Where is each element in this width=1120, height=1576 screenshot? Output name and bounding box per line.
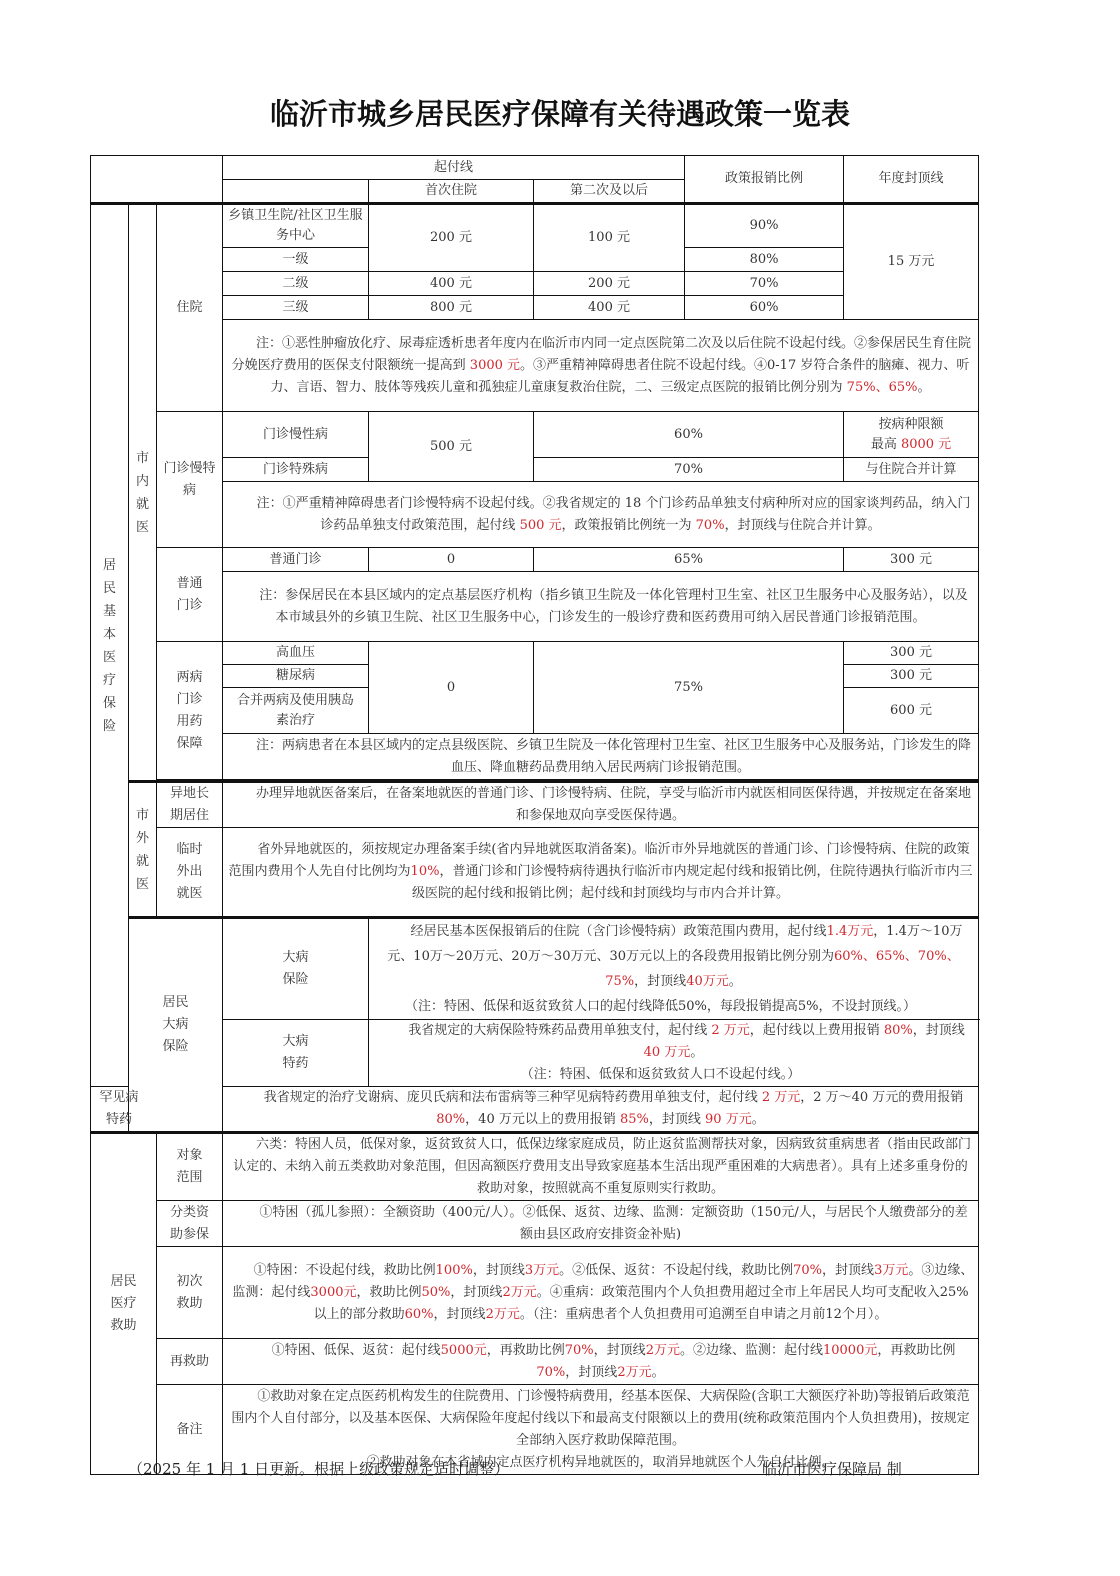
critical-ins-label: 大病保险	[223, 918, 369, 1020]
level-3: 三级	[223, 296, 369, 320]
level-2: 二级	[223, 272, 369, 296]
general-label: 普通门诊	[157, 548, 223, 642]
remarks-label: 备注	[157, 1385, 223, 1475]
header-deductible: 起付线	[223, 156, 685, 180]
chronic-deductible: 500 元	[369, 412, 534, 482]
general-deductible: 0	[369, 548, 534, 572]
two-diseases-note: 注：两病患者在本县区域内的定点县级医院、乡镇卫生院及一体化管理村卫生室、社区卫生服务中心及服务站，门诊发生的降血压、降血糖药品费用纳入居民两病门诊报销范围。	[223, 734, 979, 780]
remote-temp-label: 临时外出就医	[157, 828, 223, 918]
general-cap: 300 元	[844, 548, 979, 572]
chronic-note: 注：①严重精神障碍患者门诊慢特病不设起付线。②我省规定的 18 个门诊药品单独支付病种所对应的国家谈判药品，纳入门诊药品单独支付政策范围，起付线 500 元，政策报销比例统一为 70%，封顶线与住院合并计算。	[223, 482, 979, 548]
remote-temp-text: 省外异地就医的，须按规定办理备案手续(省内异地就医取消备案)。临沂市外异地就医的普通门诊、门诊慢特病、住院的政策范围内费用个人先自付比例均为10%，普通门诊和门诊慢特病待遇执行临沂市内规定起付线和报销比例，住院待遇执行临沂市内三级医院的起付线和报销比例；起付线和封顶线均与市内合并计算。	[223, 828, 979, 918]
scope-text: 六类：特困人员，低保对象，返贫致贫人口，低保边缘家庭成员，防止返贫监测帮扶对象，因病致贫重病患者（指由民政部门认定的、未纳入前五类救助对象范围，但因高额医疗费用支出导致家庭基本生活出现严重困难的大病患者）。具有上述多重身份的救助对象，按照就高不重复原则实行救助。	[223, 1133, 979, 1201]
chronic-row1-cap: 按病种限额 最高 8000 元	[844, 412, 979, 458]
footer-issuer: 临沂市医疗保障局 制	[762, 1460, 902, 1478]
header-first-stay: 首次住院	[369, 180, 534, 204]
ratio-township: 90%	[685, 204, 844, 248]
general-ratio: 65%	[534, 548, 844, 572]
re-aid-text: ①特困、低保、返贫：起付线5000元，再救助比例70%，封顶线2万元。②边缘、监测：起付线10000元，再救助比例70%，封顶线2万元。	[223, 1339, 979, 1385]
remote-long-label: 异地长期居住	[157, 782, 223, 828]
first-level-2: 400 元	[369, 272, 534, 296]
first-aid-text: ①特困：不设起付线，救助比例100%，封顶线3万元。②低保、返贫：不设起付线，救助比例70%，封顶线3万元。③边缘、监测：起付线3000元，救助比例50%，封顶线2万元。④重病：政策范围内个人负担费用超过全市上年居民人均可支配收入25%以上的部分救助60%，封顶线2万元。（注：重病患者个人负担费用可追溯至自申请之月前12个月）。	[223, 1247, 979, 1339]
remarks-text: ①救助对象在定点医药机构发生的住院费用、门诊慢特病费用，经基本医保、大病保险(含职工大额医疗补助)等报销后政策范围内个人自付部分，以及基本医保、大病保险年度起付线以下和最高支付限额以上的费用(统称政策范围内个人负担费用)，按规定全部纳入医疗救助保障范围。 ②救助对象在本省域内定点医疗机构异地就医的，取消异地就医个人先自付比例。	[223, 1385, 979, 1475]
subsidy-label: 分类资助参保	[157, 1201, 223, 1247]
critical-ins-text: 经居民基本医保报销后的住院（含门诊慢特病）政策范围内费用，起付线1.4万元，1.4万～10万元、10万～20万元、20万～30万元、30万元以上的各段费用报销比例分别为60%、65%、70%、75%，封顶线40万元。 （注：特困、低保和返贫致贫人口的起付线降低50%，每段报销提高5%，不设封顶线。）	[369, 918, 979, 1020]
rare-drugs-text: 我省规定的治疗戈谢病、庞贝氏病和法布雷病等三种罕见病特药费用单独支付，起付线 2 万元，2 万～40 万元的费用报销 80%，40 万元以上的费用报销 85%，封顶线 90 万元。	[223, 1087, 979, 1133]
policy-table	[90, 155, 979, 1475]
footer-update-note: （2025 年 1 月 1 日更新。根据上级政策规定适时调整）	[128, 1460, 510, 1478]
second-level-3: 400 元	[534, 296, 685, 320]
re-aid-label: 再救助	[157, 1339, 223, 1385]
two-diseases-ratio: 75%	[534, 642, 844, 734]
hospital-note: 注：①恶性肿瘤放化疗、尿毒症透析患者年度内在临沂市内同一定点医院第二次及以后住院不设起付线。②参保居民生育住院分娩医疗费用的医保支付限额统一提高到 3000 元。③严重精神障碍患者住院不设起付线。④0-17 岁符合条件的脑瘫、视力、听力、言语、智力、肢体等残疾儿童和孤独症儿童康复救治住院，二、三级定点医院的报销比例分别为 75%、65%。	[223, 320, 979, 412]
section-assistance: 居民医疗救助	[91, 1133, 157, 1475]
hospital-label: 住院	[157, 204, 223, 412]
chronic-row1-name: 门诊慢性病	[223, 412, 369, 458]
critical-drugs-text: 我省规定的大病保险特殊药品费用单独支付，起付线 2 万元，起付线以上费用报销 80%，封顶线 40 万元。 （注：特困、低保和返贫致贫人口不设起付线。）	[369, 1020, 979, 1087]
subsidy-text: ①特困（孤儿参照）：全额资助（400元/人）。②低保、返贫、边缘、监测：定额资助（150元/人，与居民个人缴费部分的差额由县区政府安排资金补贴)	[223, 1201, 979, 1247]
hospital-cap: 15 万元	[844, 204, 979, 320]
critical-drugs-label: 大病特药	[223, 1020, 369, 1087]
two-diseases-row2: 糖尿病	[223, 665, 369, 688]
hospital-first-township-l1: 200 元	[369, 204, 534, 272]
header-corner	[91, 156, 223, 204]
remote-long-text: 办理异地就医备案后，在备案地就医的普通门诊、门诊慢特病、住院，享受与临沂市内就医相同医保待遇，并按规定在备案地和参保地双向享受医保待遇。	[223, 782, 979, 828]
chronic-row2-cap: 与住院合并计算	[844, 458, 979, 482]
ratio-level-3: 60%	[685, 296, 844, 320]
level-township: 乡镇卫生院/社区卫生服务中心	[223, 204, 369, 248]
header-second-after: 第二次及以后	[534, 180, 685, 204]
scope-label: 对象范围	[157, 1133, 223, 1201]
level-1: 一级	[223, 248, 369, 272]
rare-drugs-label: 罕见病特药	[91, 1087, 129, 1133]
section-basic-insurance: 居民基本医疗保险	[91, 204, 129, 1087]
two-diseases-row1: 高血压	[223, 642, 369, 665]
general-row-name: 普通门诊	[223, 548, 369, 572]
second-level-2: 200 元	[534, 272, 685, 296]
section-critical: 居民大病保险	[129, 918, 223, 1133]
two-diseases-label: 两病门诊用药保障	[157, 642, 223, 780]
section-out-city: 市外就医	[129, 782, 157, 918]
two-diseases-cap1: 300 元	[844, 642, 979, 665]
chronic-row1-ratio: 60%	[534, 412, 844, 458]
two-diseases-cap3: 600 元	[844, 688, 979, 734]
header-blank	[223, 180, 369, 204]
general-note: 注：参保居民在本县区域内的定点基层医疗机构（指乡镇卫生院及一体化管理村卫生室、社区卫生服务中心及服务站），以及本市域县外的乡镇卫生院、社区卫生服务中心，门诊发生的一般诊疗费和医药费用可纳入居民普通门诊报销范围。	[223, 572, 979, 642]
header-annual-cap: 年度封顶线	[844, 156, 979, 204]
chronic-row2-ratio: 70%	[534, 458, 844, 482]
ratio-level-2: 70%	[685, 272, 844, 296]
section-in-city: 市内就医	[129, 204, 157, 782]
hospital-second-township-l1: 100 元	[534, 204, 685, 272]
first-level-3: 800 元	[369, 296, 534, 320]
chronic-row2-name: 门诊特殊病	[223, 458, 369, 482]
chronic-label: 门诊慢特病	[157, 412, 223, 548]
ratio-level-1: 80%	[685, 248, 844, 272]
header-ratio: 政策报销比例	[685, 156, 844, 204]
two-diseases-row3: 合并两病及使用胰岛素治疗	[223, 688, 369, 734]
two-diseases-deductible: 0	[369, 642, 534, 734]
page-title: 临沂市城乡居民医疗保障有关待遇政策一览表	[269, 97, 850, 131]
first-aid-label: 初次救助	[157, 1247, 223, 1339]
two-diseases-cap2: 300 元	[844, 665, 979, 688]
